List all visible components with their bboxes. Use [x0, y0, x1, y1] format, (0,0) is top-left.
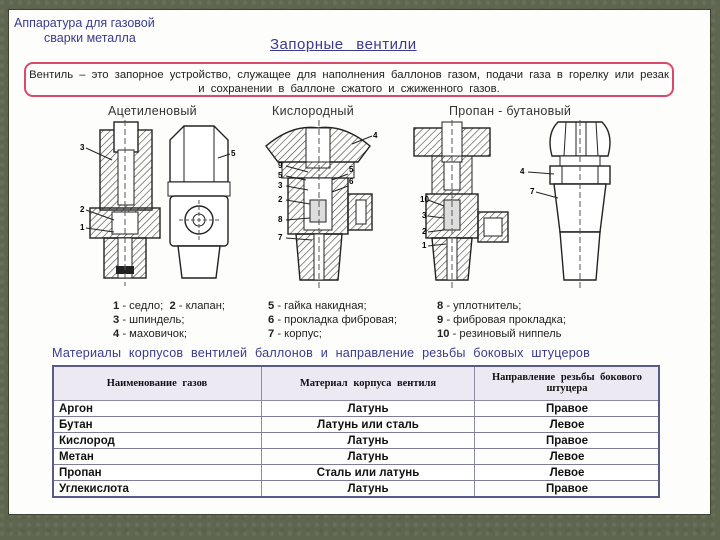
- materials-title: Материалы корпусов вентилей баллонов и направление резьбы боковых штуцеров: [52, 346, 591, 360]
- column-header-thread: Направление резьбы бокового штуцера: [475, 366, 660, 401]
- gas-name: Углекислота: [53, 481, 262, 497]
- callout-5b: 5: [349, 165, 354, 174]
- callout-4: 4: [520, 167, 525, 176]
- thread-direction: Левое: [475, 417, 660, 433]
- valve-material: Латунь: [262, 401, 475, 417]
- gas-name: Пропан: [53, 465, 262, 481]
- valve-material: Латунь или сталь: [262, 417, 475, 433]
- callout-9: 9: [278, 161, 283, 170]
- table-row: [53, 401, 660, 417]
- gas-name: Кислород: [53, 433, 262, 449]
- callout-6: 6: [349, 177, 354, 186]
- valve-material: Латунь: [262, 433, 475, 449]
- oxygen-valve-drawing: [262, 120, 392, 292]
- callout-2: 2: [80, 205, 85, 214]
- table-row: [53, 481, 660, 497]
- callout-7: 7: [278, 233, 283, 242]
- legend-item-7: 7 - корпус;: [268, 328, 322, 341]
- callout-3: 3: [278, 181, 283, 190]
- table-row: [53, 465, 660, 481]
- legend-column-3: [437, 299, 566, 342]
- valve-label-propane-butane: Пропан - бутановый: [449, 104, 572, 118]
- callout-2: 2: [278, 195, 283, 204]
- acetylene-valve-drawing: [78, 120, 248, 292]
- legend-item-10: 10 - резиновый ниппель: [437, 328, 562, 341]
- gas-name: Бутан: [53, 417, 262, 433]
- valve-material: Латунь: [262, 481, 475, 497]
- valve-label-acetylene: Ацетиленовый: [108, 104, 197, 118]
- materials-table: [52, 365, 660, 497]
- thread-direction: Правое: [475, 481, 660, 497]
- callout-2: 2: [422, 227, 427, 236]
- subtitle-line-2: сварки металла: [44, 31, 136, 45]
- callout-7: 7: [530, 187, 535, 196]
- callout-10: 10: [420, 195, 429, 204]
- table-row: [53, 433, 660, 449]
- callout-3: 3: [422, 211, 427, 220]
- thread-direction: Правое: [475, 433, 660, 449]
- callout-1: 1: [80, 223, 85, 232]
- definition-box: Вентиль – это запорное устройство, служащее для наполнения баллонов газом, подачи газа в горелку или резак и сохранении в баллоне сжатого и сжиженного газов.: [24, 62, 674, 97]
- valve-material: Латунь: [262, 449, 475, 465]
- valve-material: Сталь или латунь: [262, 465, 475, 481]
- thread-direction: Левое: [475, 449, 660, 465]
- gas-name: Аргон: [53, 401, 262, 417]
- legend-column-1: [113, 299, 225, 342]
- table-row: [53, 417, 660, 433]
- callout-5: 5: [278, 171, 283, 180]
- table-header-row: [53, 366, 660, 401]
- callout-5: 5: [231, 149, 236, 158]
- column-header-material: Материал корпуса вентиля: [262, 366, 475, 401]
- section-subtitle: [14, 16, 204, 46]
- column-header-gas: Наименование газов: [53, 366, 262, 401]
- subtitle-line-1: Аппаратура для газовой: [14, 16, 155, 30]
- propane-butane-valve-drawing: [410, 120, 622, 292]
- callout-3: 3: [80, 143, 85, 152]
- table-row: [53, 449, 660, 465]
- legend-item-6: 6 - прокладка фибровая;: [268, 314, 397, 327]
- callout-4: 4: [373, 131, 378, 140]
- thread-direction: Правое: [475, 401, 660, 417]
- gas-name: Метан: [53, 449, 262, 465]
- legend-item-9: 9 - фибровая прокладка;: [437, 314, 566, 327]
- legend-item-5: 5 - гайка накидная;: [268, 300, 367, 312]
- legend-item-1: 1 - седло; 2 - клапан;: [113, 300, 225, 312]
- legend-item-8: 8 - уплотнитель;: [437, 300, 522, 312]
- legend-item-3: 3 - шпиндель;: [113, 314, 185, 327]
- legend-item-4: 4 - маховичок;: [113, 328, 188, 341]
- thread-direction: Левое: [475, 465, 660, 481]
- legend-column-2: [268, 299, 397, 342]
- callout-1: 1: [422, 241, 427, 250]
- page-title: Запорные вентили: [270, 36, 417, 53]
- callout-8: 8: [278, 215, 283, 224]
- valve-label-oxygen: Кислородный: [272, 104, 354, 118]
